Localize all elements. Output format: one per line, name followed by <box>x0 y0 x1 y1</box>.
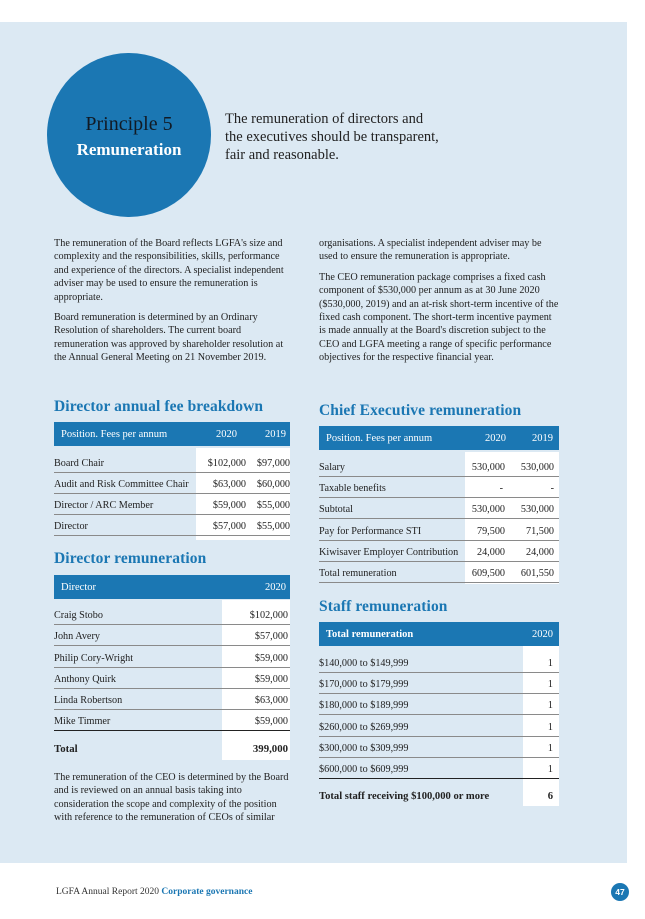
total-row <box>319 785 559 806</box>
board-remuneration-text <box>54 237 289 372</box>
table-cell: 1 <box>547 658 553 669</box>
table-row <box>319 541 559 562</box>
header-cell: Position. Fees per annum <box>326 432 433 444</box>
header-cell: Director <box>61 581 96 593</box>
table-cell: $63,000 <box>212 479 246 490</box>
principle-title: Remuneration <box>76 140 182 159</box>
table-row <box>319 562 559 583</box>
table-cell: Total remuneration <box>319 568 397 579</box>
header-cell: 2020 <box>216 428 237 440</box>
ceo-table-header <box>319 426 559 450</box>
page-number: 47 <box>611 883 629 901</box>
paragraph: The CEO remuneration package comprises a fixed cash component of $530,000 per annum as at 30 June 2020 ($530,000, 2019) and an at-risk short-term incentive of the fixed cash component. The short-term incentive payment is made annually at the Board's discretion subject to the CEO and LGFA meeting a range of specific performance objectives for the respective financial year. <box>319 271 559 364</box>
table-cell: $57,000 <box>212 521 246 532</box>
table-row <box>319 716 559 737</box>
page-footer <box>56 887 252 897</box>
table-cell: $260,000 to $269,999 <box>319 722 409 733</box>
table-cell: $180,000 to $189,999 <box>319 700 409 711</box>
table-row <box>319 520 559 541</box>
table-row <box>54 625 290 646</box>
table-row <box>319 673 559 694</box>
table-cell: $97,000 <box>256 458 290 469</box>
table-row <box>319 498 559 519</box>
table-cell: $600,000 to $609,999 <box>319 764 409 775</box>
table-cell: $102,000 <box>207 458 246 469</box>
table-cell: $300,000 to $309,999 <box>319 743 409 754</box>
table-cell: 24,000 <box>525 547 554 558</box>
table-cell: 1 <box>547 764 553 775</box>
header-cell: Position. Fees per annum <box>61 428 168 440</box>
table-row <box>54 647 290 668</box>
paragraph: The remuneration of the Board reflects LGFA's size and complexity and the responsibilities, skills, performance and experience of the directors. A specialist independent adviser may be used to ensure the remuneration is appropriate. <box>54 238 284 303</box>
table-cell: 609,500 <box>471 568 505 579</box>
table-cell: 530,000 <box>520 504 554 515</box>
table-cell: 71,500 <box>525 526 554 537</box>
principle-number: Principle 5 <box>85 113 173 135</box>
table-cell: - <box>550 483 554 494</box>
table-cell: Total <box>54 743 78 755</box>
director-fee-heading: Director annual fee breakdown <box>54 398 264 415</box>
principle-badge <box>47 53 211 217</box>
table-cell: 530,000 <box>471 504 505 515</box>
table-row <box>319 456 559 477</box>
table-cell: 79,500 <box>476 526 505 537</box>
table-cell: Taxable benefits <box>319 483 386 494</box>
table-cell: $59,000 <box>212 500 246 511</box>
table-cell: $140,000 to $149,999 <box>319 658 409 669</box>
table-cell: $102,000 <box>249 610 288 621</box>
staff-table-header <box>319 622 559 646</box>
table-cell: $60,000 <box>256 479 290 490</box>
header-cell: 2019 <box>532 432 553 444</box>
ceo-remuneration-text <box>54 771 294 832</box>
table-row <box>319 477 559 498</box>
table-cell: Kiwisaver Employer Contribution <box>319 547 459 558</box>
table-cell: Total staff receiving $100,000 or more <box>319 791 490 802</box>
table-cell: 1 <box>547 722 553 733</box>
table-row <box>54 689 290 710</box>
table-cell: John Avery <box>54 631 100 642</box>
table-cell: $55,000 <box>256 500 290 511</box>
header-cell: Total remuneration <box>326 628 414 640</box>
table-cell: $59,000 <box>254 674 288 685</box>
table-row <box>54 494 290 515</box>
director-remuneration-table-header <box>54 575 290 599</box>
table-cell: $63,000 <box>254 695 288 706</box>
table-row <box>54 604 290 625</box>
table-row <box>319 758 559 779</box>
table-cell: Director <box>54 521 88 532</box>
principle-statement: The remuneration of directors and the executives should be transparent, fair and reasonable. <box>225 111 439 163</box>
table-row <box>54 452 290 473</box>
table-row <box>319 694 559 715</box>
paragraph: The remuneration of the CEO is determined by the Board and is reviewed on an annual basis taking into consideration the scope and complexity of the position with reference to the remuneration of CEOs of similar <box>54 772 289 824</box>
ceo-remuneration-heading: Chief Executive remuneration <box>319 402 522 419</box>
table-cell: 6 <box>547 791 553 802</box>
staff-remuneration-heading: Staff remuneration <box>319 598 448 615</box>
paragraph: Board remuneration is determined by an Ordinary Resolution of shareholders. The current board remuneration was approved by shareholder resolution at the Annual General Meeting on 21 November 2019. <box>54 312 284 364</box>
header-cell: 2019 <box>265 428 286 440</box>
table-cell: 1 <box>547 700 553 711</box>
table-cell: $59,000 <box>254 653 288 664</box>
table-cell: Anthony Quirk <box>54 674 116 685</box>
header-cell: 2020 <box>485 432 506 444</box>
table-cell: 1 <box>547 679 553 690</box>
table-cell: 24,000 <box>476 547 505 558</box>
table-row <box>319 737 559 758</box>
table-cell: Subtotal <box>319 504 353 515</box>
table-cell: Linda Robertson <box>54 695 123 706</box>
table-row <box>54 515 290 536</box>
total-row <box>54 737 290 758</box>
table-cell: $57,000 <box>254 631 288 642</box>
director-fee-table-header <box>54 422 290 446</box>
table-cell: - <box>499 483 503 494</box>
ceo-adviser-text <box>319 237 559 372</box>
table-cell: Audit and Risk Committee Chair <box>54 479 189 490</box>
table-cell: Board Chair <box>54 458 105 469</box>
table-cell: Pay for Performance STI <box>319 526 422 537</box>
table-cell: Director / ARC Member <box>54 500 154 511</box>
table-cell: $59,000 <box>254 716 288 727</box>
table-cell: 1 <box>547 743 553 754</box>
section-title: Corporate governance <box>161 887 253 897</box>
table-cell: $170,000 to $179,999 <box>319 679 409 690</box>
header-cell: 2020 <box>265 581 286 593</box>
table-cell: 601,550 <box>520 568 554 579</box>
table-cell: Philip Cory-Wright <box>54 653 134 664</box>
table-cell: $55,000 <box>256 521 290 532</box>
table-cell: 399,000 <box>252 743 288 755</box>
table-cell: 530,000 <box>520 462 554 473</box>
table-cell: Craig Stobo <box>54 610 103 621</box>
table-row <box>319 652 559 673</box>
table-row <box>54 668 290 689</box>
director-remuneration-heading: Director remuneration <box>54 550 207 567</box>
table-row <box>54 710 290 731</box>
table-cell: Mike Timmer <box>54 716 111 727</box>
table-row <box>54 473 290 494</box>
paragraph: organisations. A specialist independent adviser may be used to ensure the remuneration is appropriate. <box>319 238 542 263</box>
header-cell: 2020 <box>532 628 553 640</box>
report-title: LGFA Annual Report 2020 <box>56 887 160 897</box>
table-cell: 530,000 <box>471 462 505 473</box>
table-cell: Salary <box>319 462 346 473</box>
